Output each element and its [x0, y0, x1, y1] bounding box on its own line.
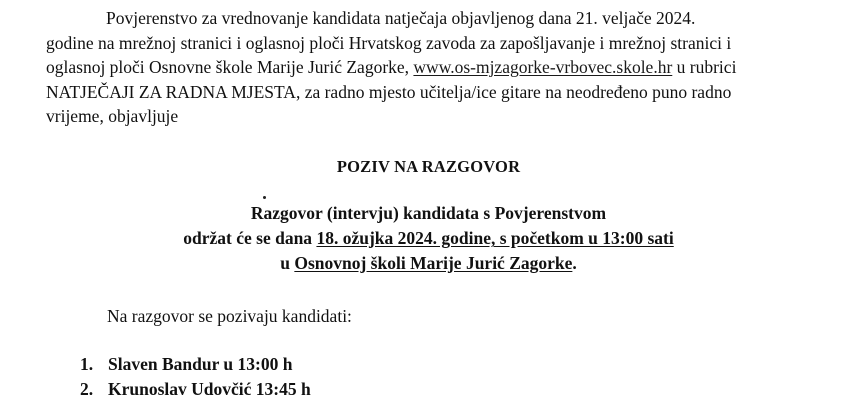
- list-item-number: 2.: [80, 379, 94, 399]
- announcement-line-1: Razgovor (intervju) kandidata s Povjerenstvom: [250, 203, 607, 223]
- intro-line-1: Povjerenstvo za vrednovanje kandidata natječaja objavljenog dana 21. veljače 2024.: [106, 8, 696, 28]
- invite-text: Na razgovor se pozivaju kandidati:: [107, 306, 352, 326]
- intro-line-4: NATJEČAJI ZA RADNA MJESTA, za radno mjesto učitelja/ice gitare na neodređeno puno radno: [46, 81, 732, 102]
- intro-line-3-after: u rubrici: [672, 57, 737, 77]
- intro-line-3: [46, 55, 812, 80]
- list-item-text: Krunoslav Udovčić 13:45 h: [108, 379, 311, 399]
- scan-dot-mark: [263, 196, 266, 199]
- announcement-location: Osnovnoj školi Marije Jurić Zagorke: [294, 253, 573, 273]
- list-item: [80, 352, 311, 377]
- list-item: [80, 377, 311, 402]
- announcement-date-time: 18. ožujka 2024. godine, s početkom u 13:00 sati: [316, 228, 674, 248]
- intro-paragraph: [46, 6, 812, 129]
- intro-line-5: vrijeme, objavljuje: [46, 106, 179, 126]
- announcement-line-3: [0, 251, 857, 276]
- document-heading: POZIV NA RAZGOVOR: [336, 157, 521, 176]
- list-item-number: 1.: [80, 354, 94, 374]
- candidate-list: [80, 352, 311, 402]
- list-item-text: Slaven Bandur u 13:00 h: [108, 354, 293, 374]
- intro-line-2: godine na mrežnoj stranici i oglasnoj ploči Hrvatskog zavoda za zapošljavanje i mrežnoj stranici i: [46, 32, 732, 53]
- announcement-line-2: [0, 226, 857, 251]
- announcement-date-prefix: održat će se dana: [183, 228, 317, 248]
- intro-line-3-before: oglasnoj ploči Osnovne škole Marije Jurić Zagorke,: [46, 57, 414, 77]
- school-website-link[interactable]: www.os-mjzagorke-vrbovec.skole.hr: [413, 57, 673, 77]
- announcement-location-suffix: .: [572, 253, 577, 273]
- announcement-location-prefix: u: [280, 253, 295, 273]
